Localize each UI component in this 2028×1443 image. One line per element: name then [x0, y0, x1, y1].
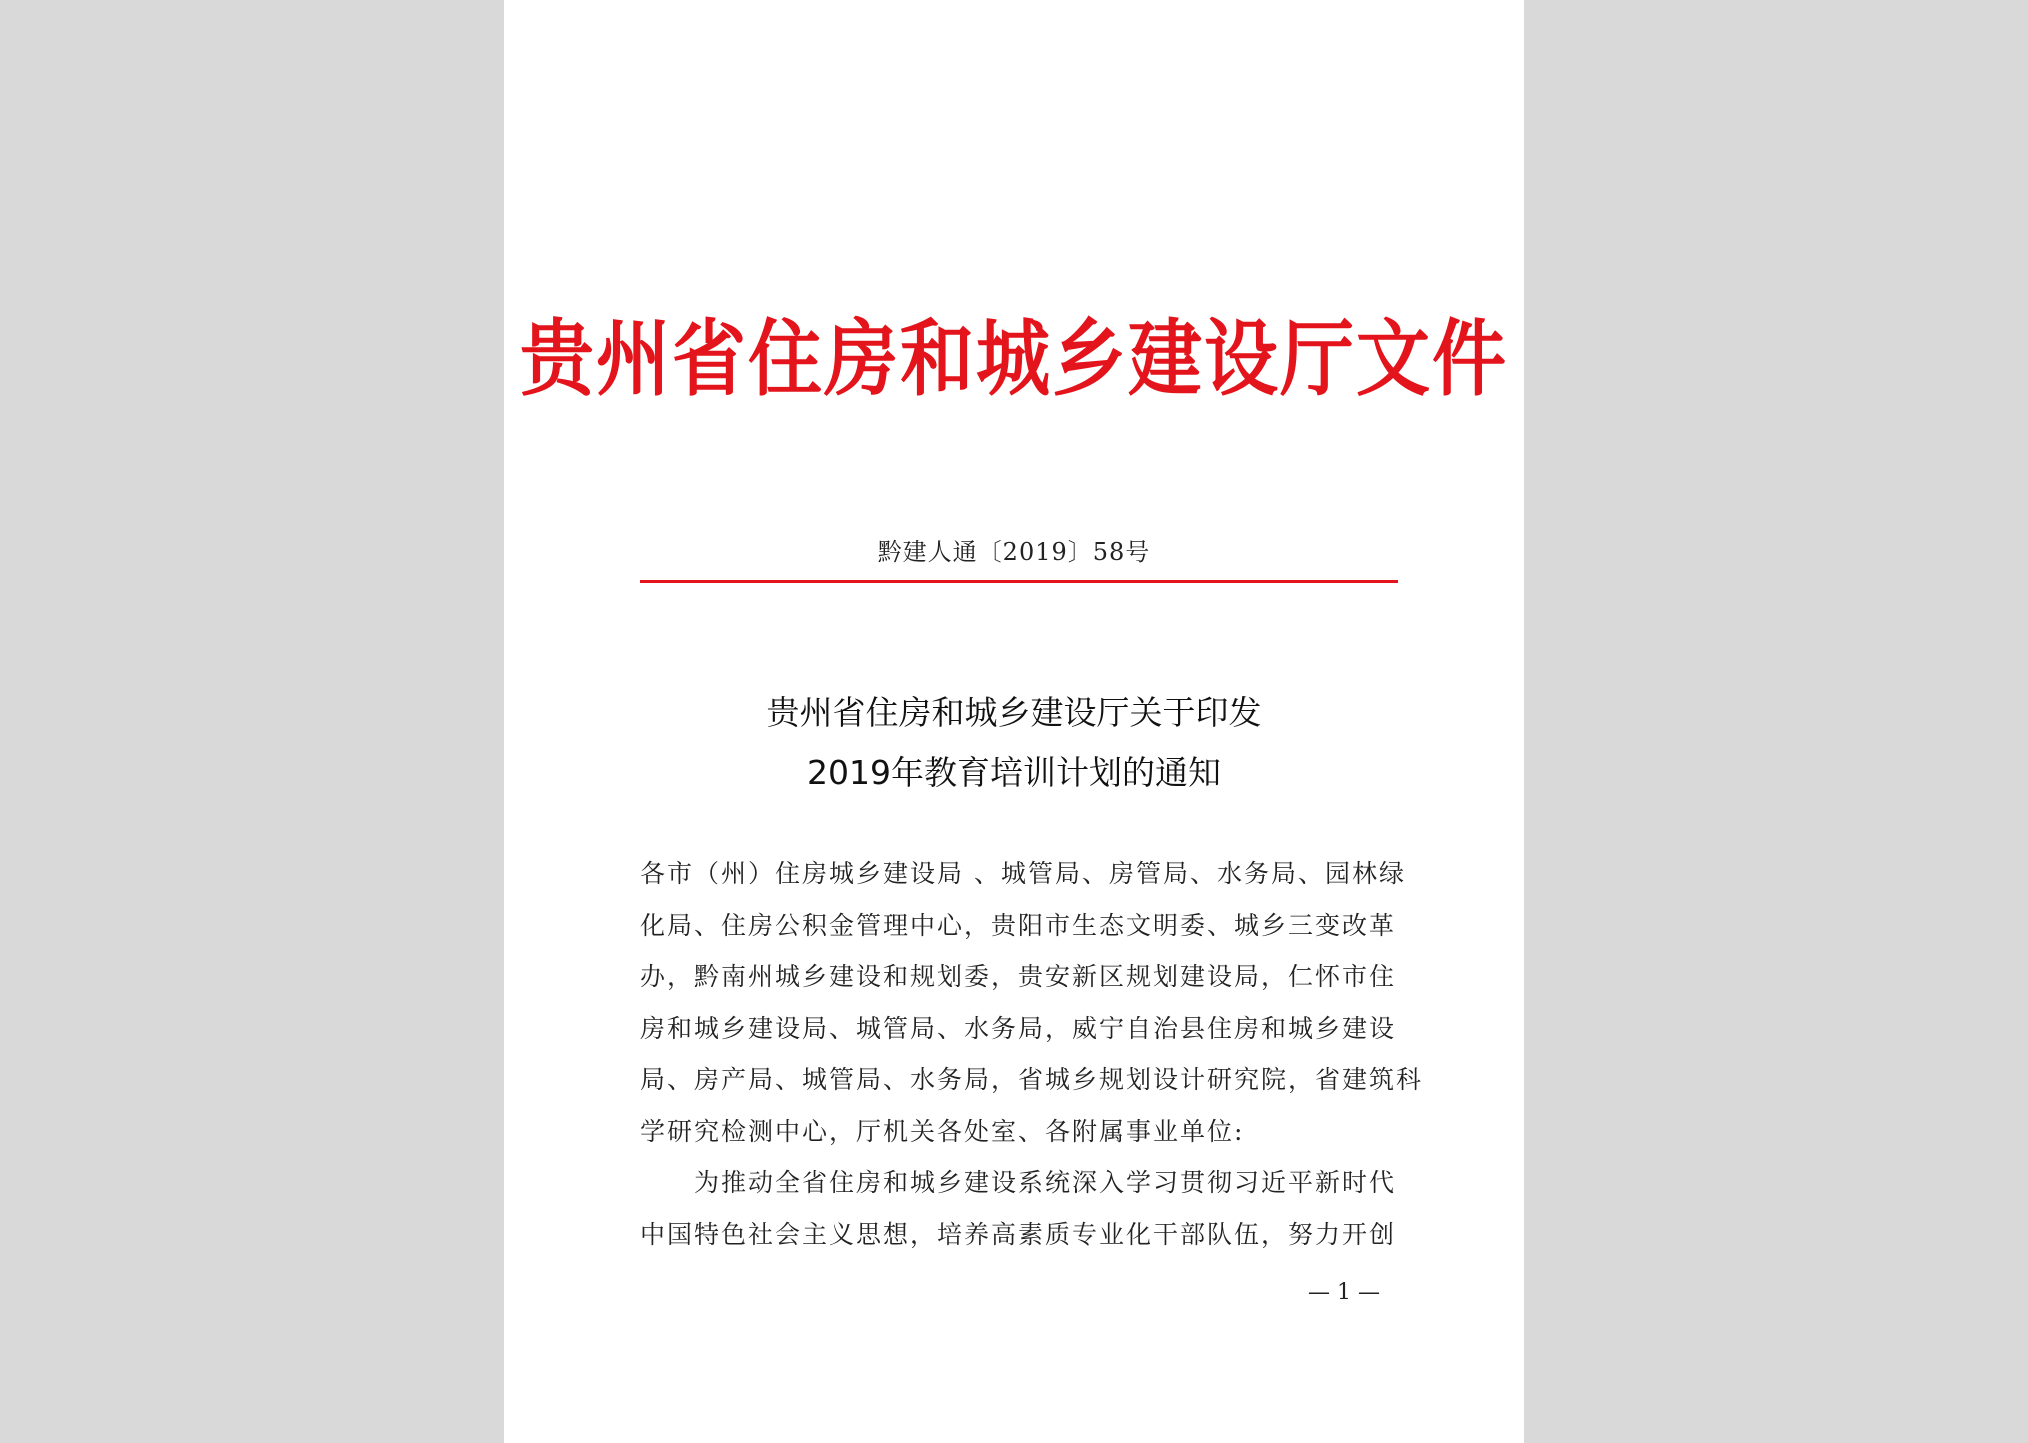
- body-line: 房和城乡建设局、城管局、水务局，威宁自治县住房和城乡建设: [640, 1013, 1397, 1043]
- body-line: 局、房产局、城管局、水务局，省城乡规划设计研究院，省建筑科: [640, 1065, 1424, 1094]
- document-number: 黔建人通〔2019〕58号: [877, 538, 1151, 566]
- body-line: 学研究检测中心，厅机关各处室、各附属事业单位:: [640, 1116, 1245, 1146]
- notice-title-line-1: 贵州省住房和城乡建设厅关于印发: [766, 693, 1262, 732]
- body-line: 办，黔南州城乡建设和规划委，贵安新区规划建设局，仁怀市住: [640, 962, 1397, 991]
- document-header-title: 贵州省住房和城乡建设厅文件: [520, 311, 1508, 408]
- body-text: [640, 848, 1424, 1260]
- body-line: 化局、住房公积金管理中心，贵阳市生态文明委、城乡三变改革: [640, 910, 1397, 940]
- page-number: — 1 —: [1308, 1280, 1380, 1305]
- body-line: 为推动全省住房和城乡建设系统深入学习贯彻习近平新时代: [694, 1168, 1397, 1197]
- notice-title: [504, 683, 1524, 803]
- header-divider: [640, 580, 1398, 583]
- body-line: 中国特色社会主义思想，培养高素质专业化干部队伍，努力开创: [640, 1219, 1397, 1249]
- body-line: 各市（州）住房城乡建设局 、城管局、房管局、水务局、园林绿: [640, 859, 1406, 888]
- notice-title-line-2: 2019年教育培训计划的通知: [807, 753, 1221, 792]
- document-page: [504, 0, 1524, 1443]
